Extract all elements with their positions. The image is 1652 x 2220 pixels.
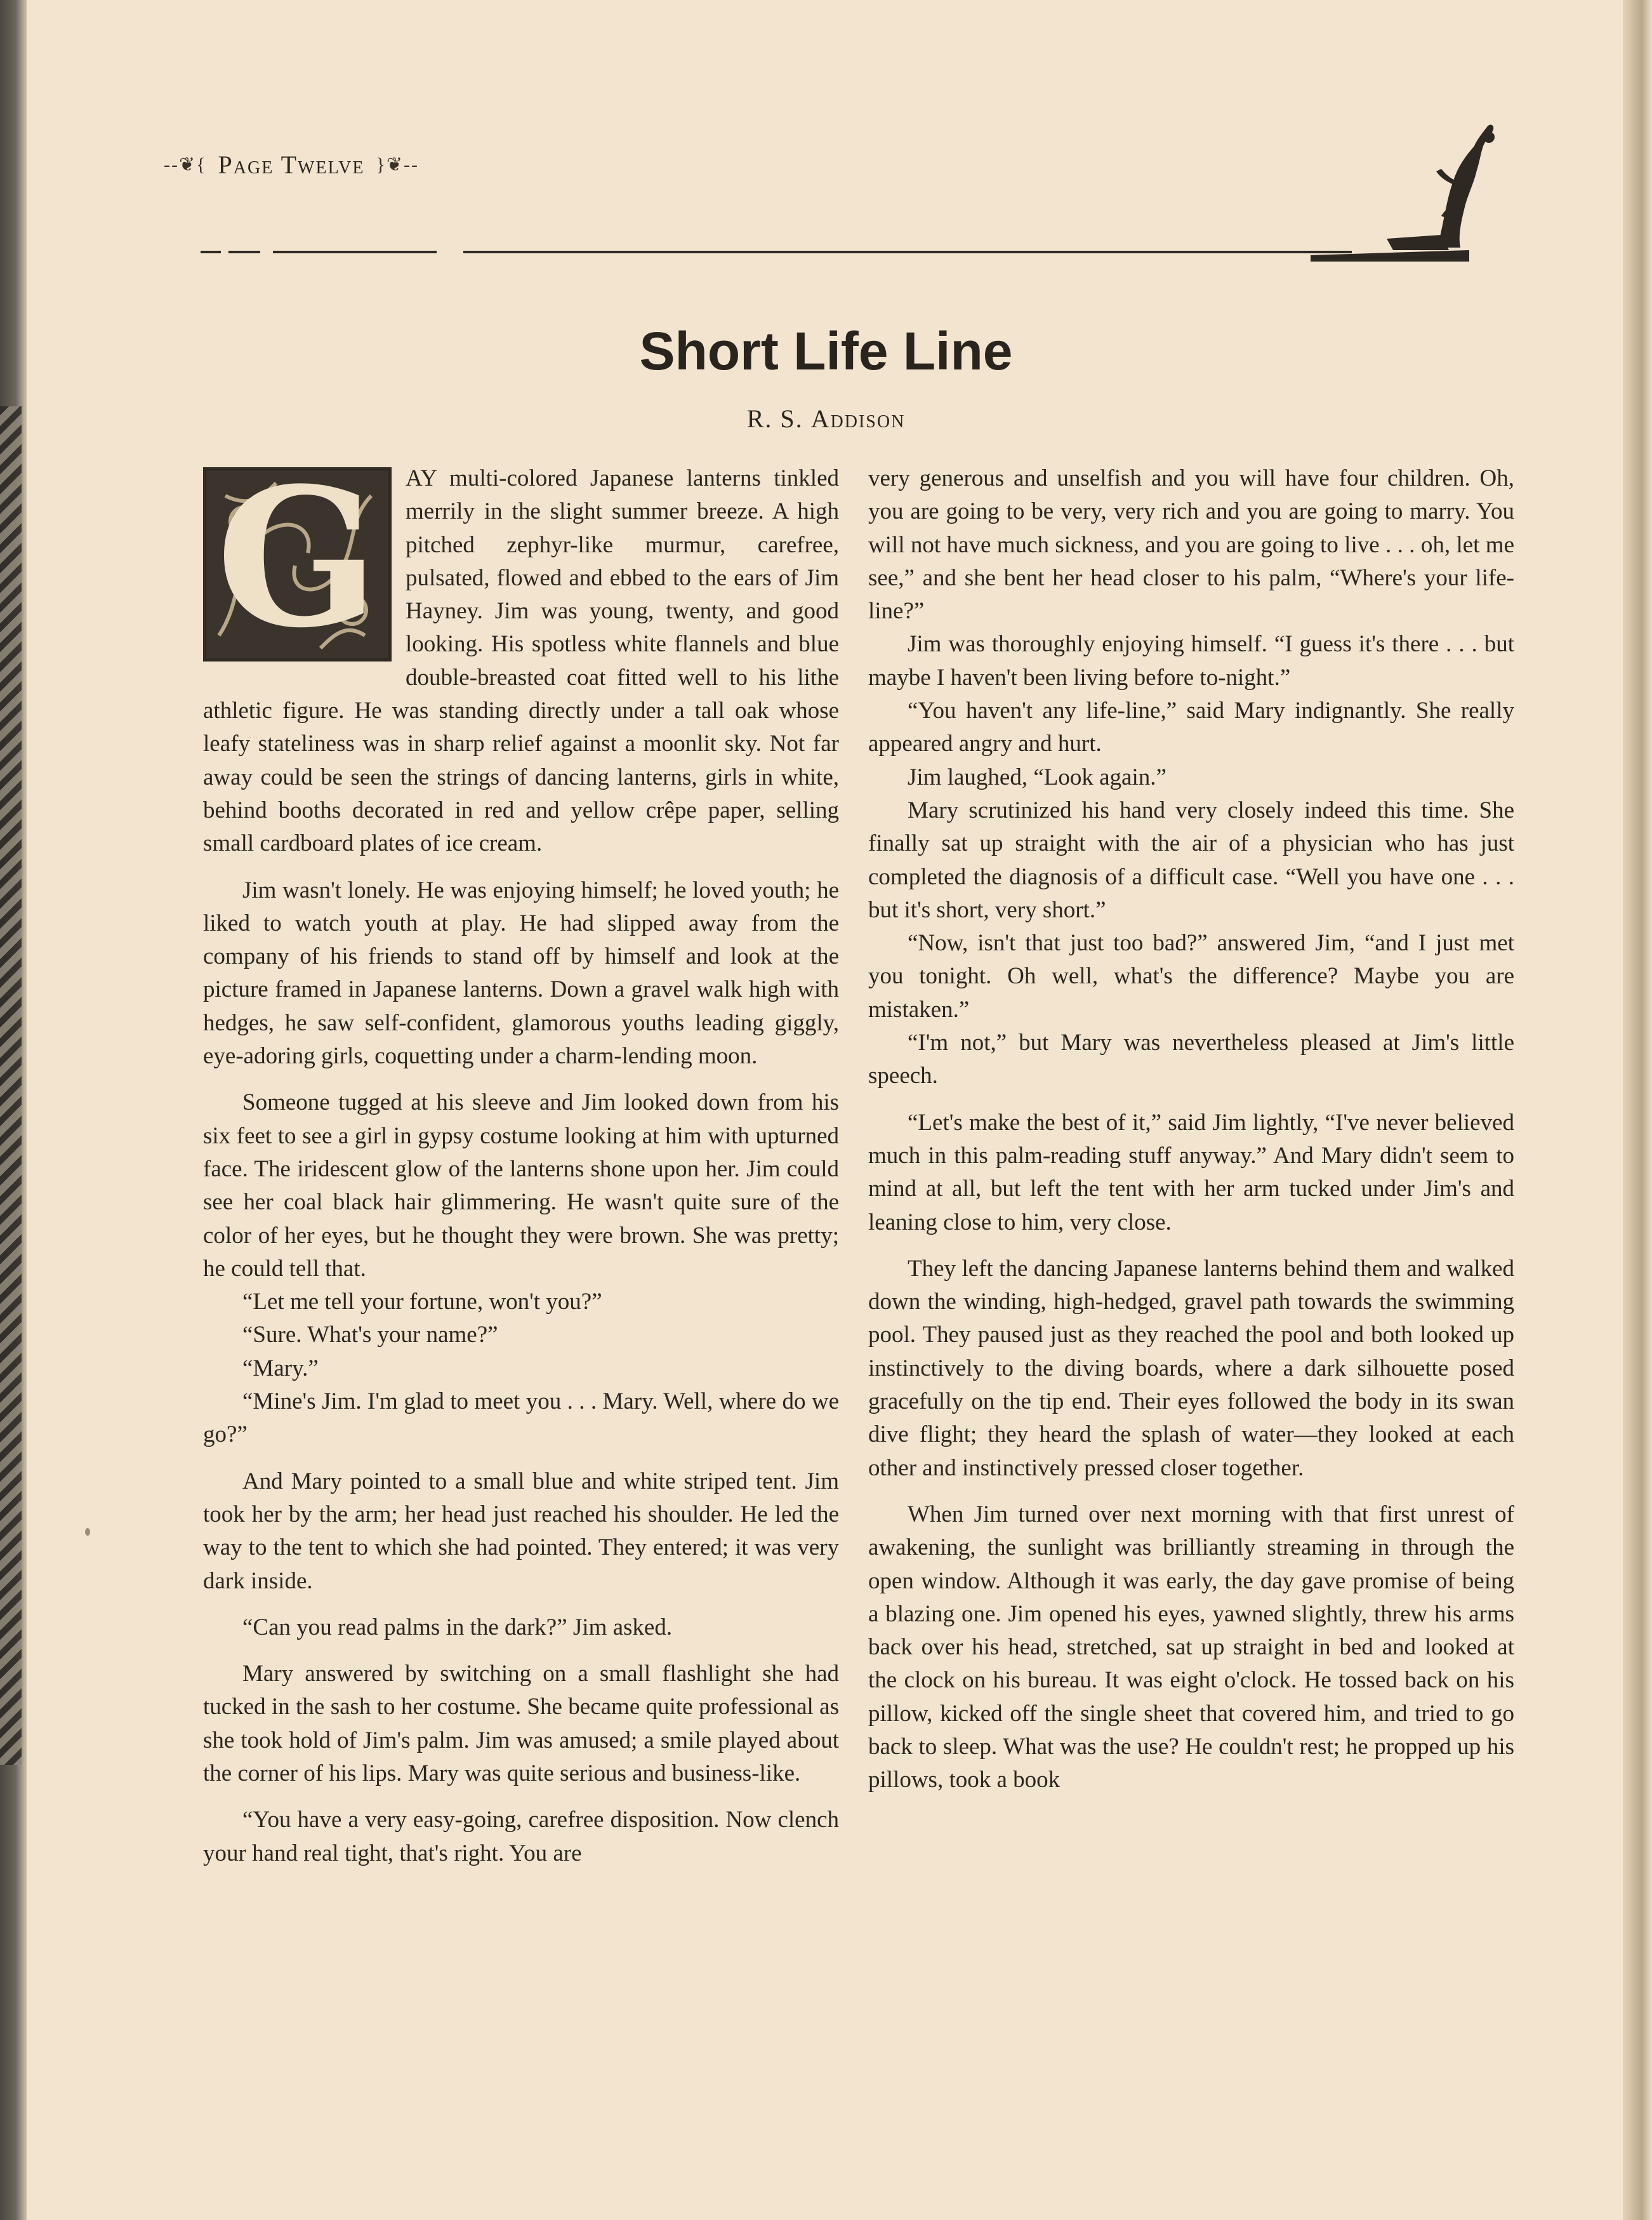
left-paragraph: “Can you read palms in the dark?” Jim asked. xyxy=(242,1614,673,1640)
right-paragraph: “I'm not,” but Mary was nevertheless pleased at Jim's little speech. xyxy=(868,1030,1514,1089)
right-paragraph: Jim was thoroughly enjoying himself. “I guess it's there . . . but maybe I haven't been living before to-night.” xyxy=(868,631,1514,691)
author-initials: R. S. xyxy=(746,404,803,433)
left-paragraph: “Mary.” xyxy=(242,1355,319,1381)
header-ornament-left: --❦{ xyxy=(164,154,207,175)
header-rule-dash-1 xyxy=(201,251,221,253)
right-paragraph: When Jim turned over next morning with that first unrest of awakening, the sunlight was brilliantly streaming in through the open window. Although it was early, the day gave promise of being a blazing one. Jim opened his eyes, yawned slightly, threw his arms back over his head, stretched, sat up straight in bed and looked at the clock on his bureau. It was eight o'clock. He tossed back on his pillow, kicked off the single sheet that covered him, and tried to go back to sleep. What was the use? He couldn't rest; he propped up his pillows, took a book xyxy=(868,1501,1514,1793)
drop-cap-letter: G xyxy=(216,446,379,670)
left-paragraph: “Sure. What's your name?” xyxy=(242,1322,498,1348)
right-text-column xyxy=(868,462,1514,1973)
page-number-label: Page Twelve xyxy=(218,150,365,179)
left-paragraph: Jim wasn't lonely. He was enjoying himself; he loved youth; he liked to watch youth at play. He had slipped away from the company of his friends to stand off by himself and look at the picture framed in Japanese lanterns. Down a gravel walk high with hedges, he saw self-confident, glamorous youths leading giggly, eye-adoring girls, coquetting under a charm-lending moon. xyxy=(203,877,839,1070)
header-rule-line xyxy=(463,251,1352,253)
left-paragraph: And Mary pointed to a small blue and white striped tent. Jim took her by the arm; her head just reached his shoulder. He led the way to the tent to which she had pointed. They entered; it was very dark inside. xyxy=(203,1468,839,1594)
left-paragraph: “You have a very easy-going, carefree disposition. Now clench your hand real tight, that's right. You are xyxy=(203,1807,839,1866)
left-paragraph: Mary answered by switching on a small flashlight she had tucked in the sash to her costume. She became quite professional as she took hold of Jim's palm. Jim was amused; a smile played about the corner of his lips. Mary was quite serious and business-like. xyxy=(203,1661,839,1786)
right-paragraph: They left the dancing Japanese lanterns behind them and walked down the winding, high-hedged, gravel path towards the swimming pool. They paused just as they reached the pool and both looked up instinctively to the diving boards, where a dark silhouette posed gracefully on the tip end. Their eyes followed the body in its swan dive flight; they heard the splash of water—they looked at each other and instinctively pressed closer together. xyxy=(868,1255,1514,1481)
author-surname: Addison xyxy=(810,404,906,433)
header-ornament-right: }❦-- xyxy=(376,154,419,175)
right-paragraph: Mary scrutinized his hand very closely indeed this time. She finally sat up straight with the air of a physician who has just completed the diagnosis of a difficult case. “Well you have one . . . but it's short, very short.” xyxy=(868,797,1514,923)
left-paragraph: “Mine's Jim. I'm glad to meet you . . . Mary. Well, where do we go?” xyxy=(203,1388,839,1448)
ornamental-drop-cap xyxy=(203,446,392,670)
article-title: Short Life Line xyxy=(639,321,1013,381)
header-rule-dash-3 xyxy=(273,251,437,253)
right-paragraph: “You haven't any life-line,” said Mary indignantly. She really appeared angry and hurt. xyxy=(868,698,1514,757)
header-rule-dash-2 xyxy=(228,251,260,253)
article-author xyxy=(0,404,1652,434)
left-paragraph: “Let me tell your fortune, won't you?” xyxy=(242,1289,602,1315)
opening-paragraph: AY multi-colored Japanese lanterns tinkled merrily in the slight summer breeze. A high pitched zephyr-like murmur, carefree, pulsated, flowed and ebbed to the ears of Jim Hayney. Jim was young, twenty, and good looking. His spotless white flannels and blue double-breasted coat fitted well to his lithe athletic figure. He was standing directly under a tall oak whose leafy stateliness was in sharp relief against a moonlit sky. Not far away could be seen the strings of dancing lanterns, girls in white, behind booths decorated in red and yellow crêpe paper, selling small cardboard plates of ice cream. xyxy=(203,465,839,857)
right-paragraph: “Let's make the best of it,” said Jim lightly, “I've never believed much in this palm-reading stuff anyway.” And Mary didn't seem to mind at all, but left the tent with her arm tucked under Jim's and leaning close to him, very close. xyxy=(868,1109,1514,1235)
diving-board-diver-illustration xyxy=(1311,121,1514,267)
left-text-column xyxy=(203,446,839,1973)
right-paragraph: Jim laughed, “Look again.” xyxy=(908,764,1166,790)
binding-pattern xyxy=(0,406,22,1765)
left-paragraph: Someone tugged at his sleeve and Jim looked down from his six feet to see a girl in gypsy costume looking at him with upturned face. The iridescent glow of the lanterns shone upon her. Jim could see her coal black hair glimmering. He wasn't quite sure of the color of her eyes, but he thought they were brown. She was pretty; he could tell that. xyxy=(203,1089,839,1282)
page-smudge xyxy=(85,1528,90,1536)
right-paragraph: very generous and unselfish and you will have four children. Oh, you are going to be very, very rich and you are going to marry. You will not have much sickness, and you are going to live . . . oh, let me see,” and she bent her head closer to his palm, “Where's your life-line?” xyxy=(868,465,1514,625)
page-header xyxy=(164,150,419,180)
right-paragraph: “Now, isn't that just too bad?” answered Jim, “and I just met you tonight. Oh well, what's the difference? Maybe you are mistaken.” xyxy=(868,930,1514,1023)
